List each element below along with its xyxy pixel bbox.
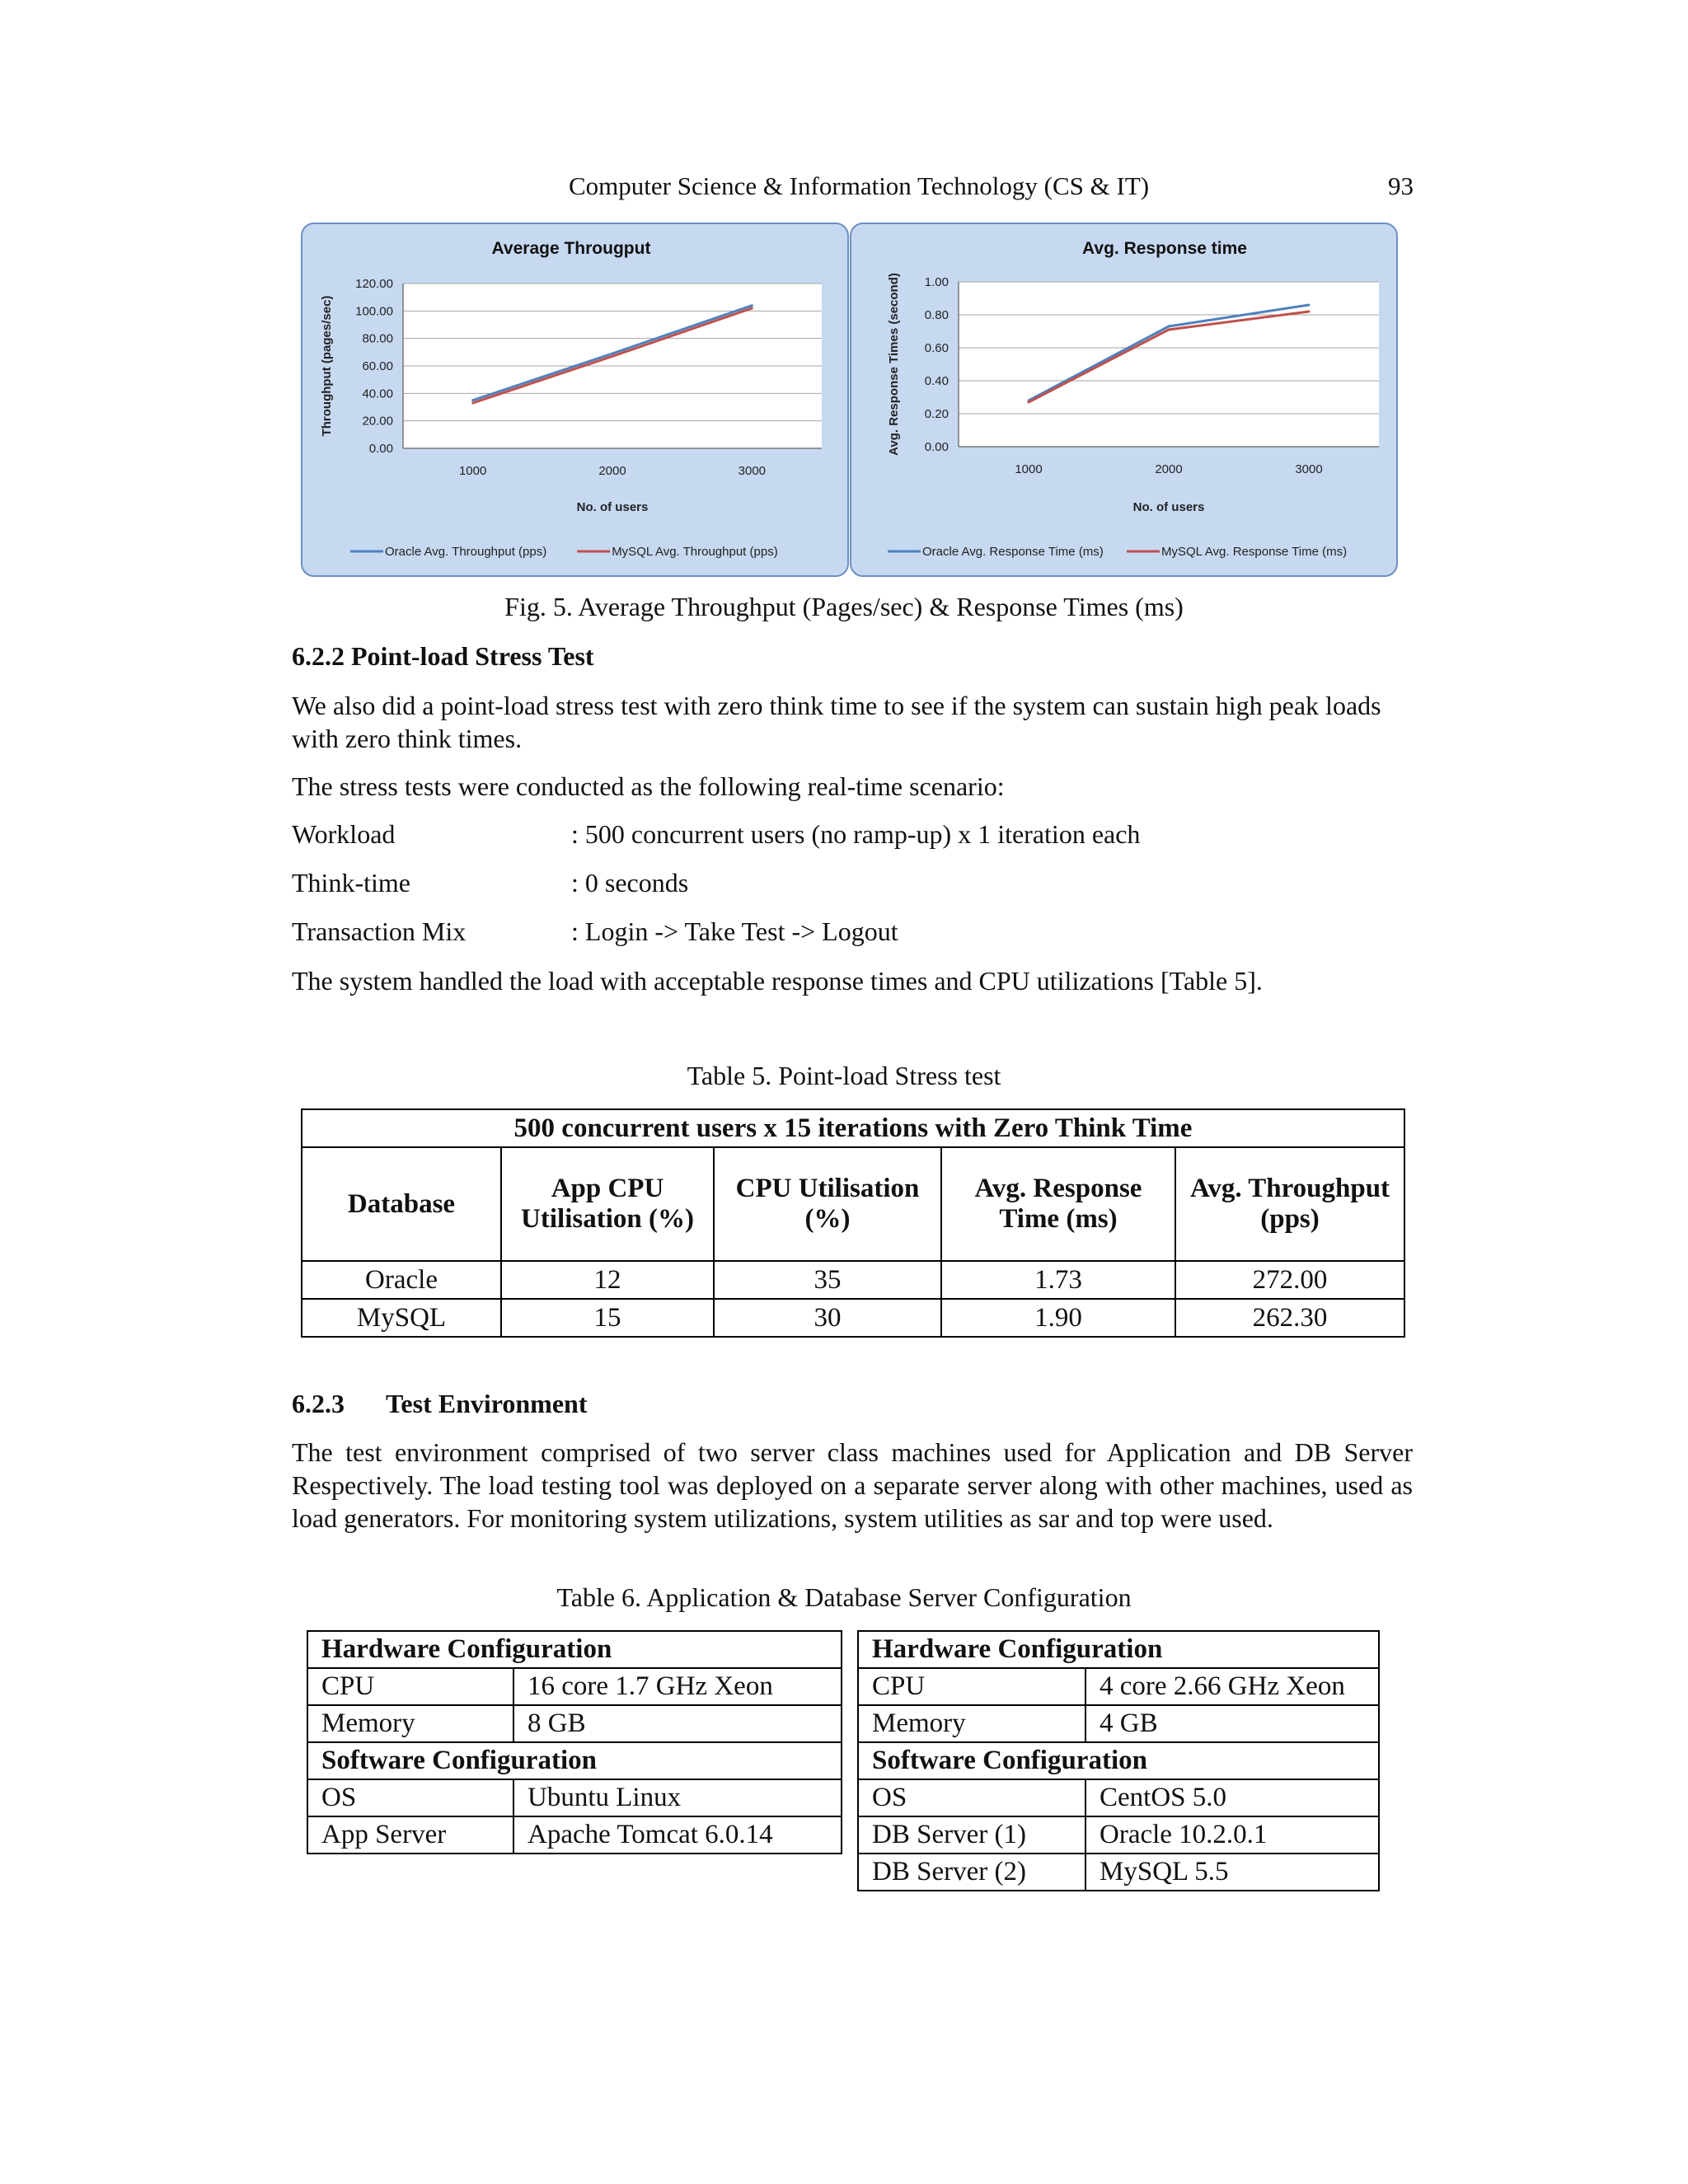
table-row xyxy=(858,1668,1379,1705)
table5-cell: Oracle xyxy=(302,1261,501,1299)
table-row xyxy=(302,1299,1404,1337)
scenario-thinktime-value: : 0 seconds xyxy=(571,868,689,898)
scenario-workload-value: : 500 concurrent users (no ramp-up) x 1 iteration each xyxy=(571,819,1141,849)
y-tick-label: 0.40 xyxy=(924,374,949,388)
config-value: MySQL 5.5 xyxy=(1085,1854,1379,1891)
x-tick-label: 1000 xyxy=(458,464,487,478)
table6-caption: Table 6. Application & Database Server Configuration xyxy=(556,1582,1132,1612)
table5-header-cell: Avg. Throughput (pps) xyxy=(1175,1147,1404,1261)
table5-cell: 12 xyxy=(501,1261,714,1299)
config-value: 8 GB xyxy=(513,1705,842,1742)
journal-title: Computer Science & Information Technology (CS & IT) xyxy=(569,171,1150,200)
table5-header-cell: App CPU Utilisation (%) xyxy=(501,1147,714,1261)
table-row xyxy=(858,1816,1379,1854)
table5-cell: 30 xyxy=(714,1299,941,1337)
section-623-para: The test environment comprised of two server class machines used for Application and DB Server Respectively. The load testing tool was deployed on a separate server along with other machines, used as load generators. For monitoring system utilizations, system utilities as sar and top were used. xyxy=(292,1437,1413,1533)
data-point xyxy=(612,355,614,358)
table5-cell: 35 xyxy=(714,1261,941,1299)
data-point xyxy=(1028,401,1030,404)
page-number: 93 xyxy=(1388,171,1414,200)
table5-header-cell: CPU Utilisation (%) xyxy=(714,1147,941,1261)
config-key: DB Server (2) xyxy=(858,1854,1085,1891)
config-value: Ubuntu Linux xyxy=(513,1779,842,1816)
response-time-chart-svg xyxy=(851,224,1400,579)
section-622-para3: The system handled the load with acceptable response times and CPU utilizations [Table 5]. xyxy=(292,966,1263,996)
y-tick-label: 1.00 xyxy=(924,275,949,289)
data-point xyxy=(1308,311,1311,313)
chart-title: Avg. Response time xyxy=(1082,239,1247,258)
table5-cell: 262.30 xyxy=(1175,1299,1404,1337)
x-tick-label: 3000 xyxy=(1295,462,1323,476)
y-tick-label: 100.00 xyxy=(355,304,393,319)
legend-label: MySQL Avg. Throughput (pps) xyxy=(612,545,778,559)
table5-caption: Table 5. Point-load Stress test xyxy=(687,1061,1001,1090)
throughput-chart-svg xyxy=(302,224,851,579)
config-value: Oracle 10.2.0.1 xyxy=(1085,1816,1379,1854)
table5-header-cell: Avg. Response Time (ms) xyxy=(941,1147,1175,1261)
table5 xyxy=(301,1108,1405,1338)
table5-cell: 1.73 xyxy=(941,1261,1175,1299)
x-tick-label: 2000 xyxy=(598,464,626,478)
app-server-config-table xyxy=(307,1630,842,1854)
config-key: CPU xyxy=(858,1668,1085,1705)
y-tick-label: 80.00 xyxy=(362,331,393,346)
data-point xyxy=(471,399,474,401)
table-row xyxy=(858,1854,1379,1891)
y-tick-label: 0.20 xyxy=(924,407,949,421)
table5-header-cell: Database xyxy=(302,1147,501,1261)
section-623-title: Test Environment xyxy=(386,1389,588,1418)
table-row xyxy=(307,1816,842,1854)
plot-area xyxy=(959,282,1379,447)
config-value: 4 core 2.66 GHz Xeon xyxy=(1085,1668,1379,1705)
x-axis-label: No. of users xyxy=(576,500,649,514)
config-key: Memory xyxy=(858,1705,1085,1742)
x-tick-label: 1000 xyxy=(1015,462,1043,476)
y-tick-label: 0.00 xyxy=(368,442,393,456)
scenario-mix-value: : Login -> Take Test -> Logout xyxy=(571,916,898,946)
y-tick-label: 20.00 xyxy=(362,414,393,429)
y-tick-label: 40.00 xyxy=(362,387,393,401)
legend-label: MySQL Avg. Response Time (ms) xyxy=(1161,545,1348,559)
data-point xyxy=(1168,326,1170,328)
response-time-chart xyxy=(850,223,1398,577)
y-axis-label: Avg. Response Times (second) xyxy=(887,273,901,456)
scenario-mix-key: Transaction Mix xyxy=(292,916,467,946)
data-point xyxy=(751,307,753,310)
legend-label: Oracle Avg. Response Time (ms) xyxy=(922,545,1104,559)
scenario-thinktime-key: Think-time xyxy=(292,868,410,898)
table-row xyxy=(302,1261,1404,1299)
config-key: DB Server (1) xyxy=(858,1816,1085,1854)
x-axis-label: No. of users xyxy=(1132,500,1205,514)
section-623-number: 6.2.3 xyxy=(292,1389,345,1418)
table5-banner: 500 concurrent users x 15 iterations with Zero Think Time xyxy=(302,1109,1404,1147)
x-tick-label: 2000 xyxy=(1155,462,1183,476)
y-tick-label: 120.00 xyxy=(355,277,393,291)
table-row xyxy=(307,1705,842,1742)
table5-cell: 15 xyxy=(501,1299,714,1337)
y-axis-label: Throughput (pages/sec) xyxy=(320,295,334,437)
y-tick-label: 0.00 xyxy=(924,440,949,454)
config-key: App Server xyxy=(307,1816,513,1854)
data-point xyxy=(612,353,614,355)
config-value: Apache Tomcat 6.0.14 xyxy=(513,1816,842,1854)
scenario-workload-key: Workload xyxy=(292,819,396,849)
db-sw-title: Software Configuration xyxy=(858,1742,1379,1779)
config-value: CentOS 5.0 xyxy=(1085,1779,1379,1816)
table-row xyxy=(858,1779,1379,1816)
config-key: OS xyxy=(307,1779,513,1816)
db-hw-title: Hardware Configuration xyxy=(858,1631,1379,1668)
x-tick-label: 3000 xyxy=(738,464,767,478)
y-tick-label: 0.80 xyxy=(924,308,949,322)
section-622-para2: The stress tests were conducted as the following real-time scenario: xyxy=(292,771,1005,801)
table-row xyxy=(307,1668,842,1705)
section-622-heading: 6.2.2 Point-load Stress Test xyxy=(292,641,594,671)
table-row xyxy=(858,1705,1379,1742)
config-key: OS xyxy=(858,1779,1085,1816)
config-value: 16 core 1.7 GHz Xeon xyxy=(513,1668,842,1705)
app-hw-title: Hardware Configuration xyxy=(307,1631,842,1668)
config-value: 4 GB xyxy=(1085,1705,1379,1742)
data-point xyxy=(1308,304,1311,307)
table5-cell: 272.00 xyxy=(1175,1261,1404,1299)
app-sw-title: Software Configuration xyxy=(307,1742,842,1779)
db-server-config-table xyxy=(857,1630,1380,1891)
table5-cell: MySQL xyxy=(302,1299,501,1337)
table-row xyxy=(307,1779,842,1816)
throughput-chart xyxy=(301,223,849,577)
data-point xyxy=(751,304,753,307)
chart-title: Average Througput xyxy=(491,239,651,258)
data-point xyxy=(1168,329,1170,331)
table5-cell: 1.90 xyxy=(941,1299,1175,1337)
section-622-para1: We also did a point-load stress test with zero think time to see if the system can sustain high peak loads with zero think times. xyxy=(292,691,1381,753)
config-key: CPU xyxy=(307,1668,513,1705)
y-tick-label: 0.60 xyxy=(924,341,949,355)
data-point xyxy=(471,402,474,405)
config-key: Memory xyxy=(307,1705,513,1742)
figure-caption: Fig. 5. Average Throughput (Pages/sec) & Response Times (ms) xyxy=(504,592,1184,621)
legend-label: Oracle Avg. Throughput (pps) xyxy=(385,545,547,559)
y-tick-label: 60.00 xyxy=(362,359,393,373)
